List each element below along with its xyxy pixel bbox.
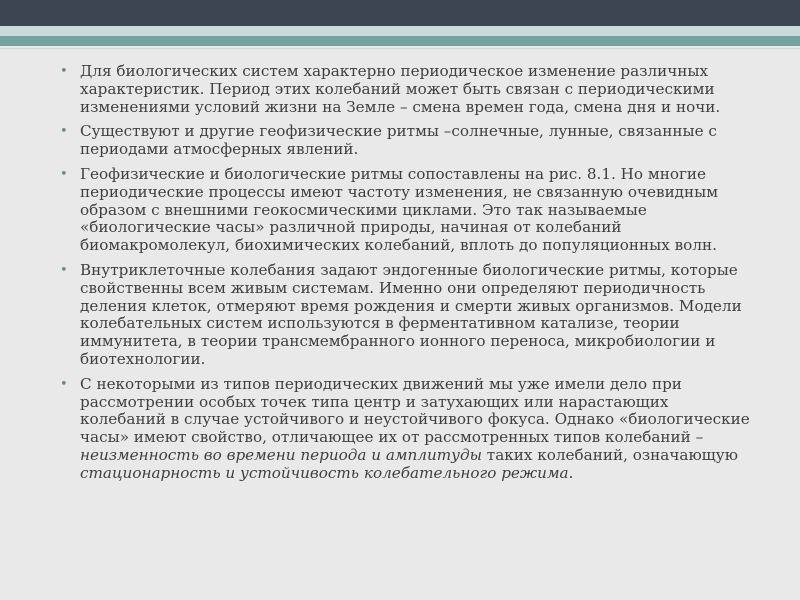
italic-emphasis: стационарность и устойчивость колебательного режима xyxy=(80,463,569,482)
header-stripe-thin xyxy=(0,48,800,49)
paragraph-text-part: таких колебаний, означающую xyxy=(481,445,738,464)
paragraph-text: Геофизические и биологические ритмы сопоставлены на рис. 8.1. Но многие периодические процессы имеют частоту изменения, не связанную очевидным образом с внешними геокосмическими циклами. Это так называемые «биологические часы» различной природы, начиная от колебаний биомакромолекул, биохимических колебаний, вплоть до популяционных волн. xyxy=(80,164,719,255)
header-stripe-teal xyxy=(0,36,800,46)
paragraph-text: Для биологических систем характерно периодическое изменение различных характеристик. Период этих колебаний может быть связан с периодическими изменениями условий жизни на Земле – смена времен года, смена дня и ночи. xyxy=(80,62,721,116)
bullet-item-3 xyxy=(58,166,758,255)
bullet-icon: • xyxy=(60,376,68,392)
bullet-icon: • xyxy=(60,262,68,278)
italic-emphasis: неизменность во времени периода и амплитуды xyxy=(80,445,482,464)
paragraph-text xyxy=(80,375,750,482)
paragraph-text-part: С некоторыми из типов периодических движений мы уже имели дело при рассмотрении особых точек типа центр и затухающих или нарастающих колебаний в случае устойчивого и неустойчивого фокуса. Однако «биологические часы» имеют свойство, отличающее их от рассмотренных типов колебаний – xyxy=(80,374,750,447)
bullet-item-2 xyxy=(58,123,758,159)
bullet-item-5 xyxy=(58,376,758,483)
header-bar xyxy=(0,0,800,26)
header-stripe-light xyxy=(0,26,800,36)
bullet-icon: • xyxy=(60,124,68,140)
bullet-list xyxy=(58,63,758,490)
bullet-icon: • xyxy=(60,64,68,79)
bullet-item-1 xyxy=(58,63,758,116)
paragraph-text: Внутриклеточные колебания задают эндогенные биологические ритмы, которые свойственны всем живым системам. Именно они определяют периодичность деления клеток, отмеряют время рождения и смерти живых организмов. Модели колебательных систем используются в ферментативном катализе, теории иммунитета, в теории трансмембранного ионного переноса, микробиологии и биотехнологии. xyxy=(80,260,742,368)
paragraph-text: Существуют и другие геофизические ритмы –солнечные, лунные, связанные с периодами атмосферных явлений. xyxy=(80,122,717,159)
bullet-item-4 xyxy=(58,262,758,369)
paragraph-text-part: . xyxy=(568,463,574,482)
bullet-icon: • xyxy=(60,166,68,182)
